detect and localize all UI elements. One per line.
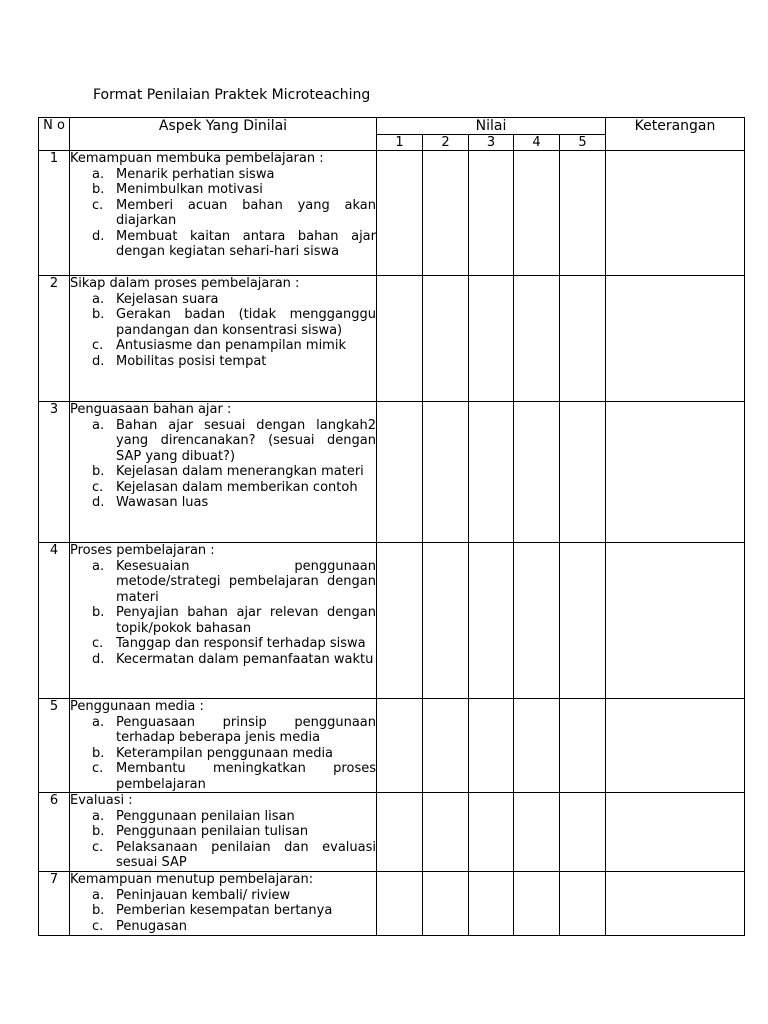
list-item-text: Penggunaan penilaian lisan [116,808,295,824]
list-item [70,715,376,746]
score-cell-4[interactable] [514,543,560,699]
list-item-letter: b. [92,605,105,620]
list-item-text: Penggunaan penilaian tulisan [116,824,309,839]
header-nilai: Nilai [377,118,606,135]
list-item-letter: a. [92,714,105,730]
list-item-text: Pelaksanaan penilaian dan evaluasi sesuai SAP [116,839,376,870]
list-item [70,636,376,652]
row-number: 6 [39,793,70,872]
table-row [39,872,745,936]
list-item [70,292,376,308]
list-item [70,559,376,606]
header-score-4: 4 [514,135,560,151]
list-item-text: Wawasan luas [116,495,209,510]
score-cell-5[interactable] [560,543,606,699]
list-item-text: Mobilitas posisi tempat [116,353,267,369]
score-cell-1[interactable] [377,872,423,936]
aspek-title: Evaluasi : [70,793,133,808]
keterangan-cell[interactable] [606,543,745,699]
aspek-cell [70,402,377,543]
score-cell-5[interactable] [560,699,606,793]
list-item-text: Bahan ajar sesuai dengan langkah2 yang direncanakan? (sesuai dengan SAP yang dibuat?) [116,417,376,464]
list-item [70,464,376,480]
header-score-1: 1 [377,135,423,151]
list-item-letter: a. [92,887,105,903]
list-item-text: Pemberian kesempatan bertanya [116,903,333,918]
list-item-letter: a. [92,291,105,307]
score-cell-5[interactable] [560,151,606,276]
header-no: N o [39,118,70,151]
list-item [70,307,376,338]
score-cell-1[interactable] [377,699,423,793]
score-cell-1[interactable] [377,276,423,402]
list-item-letter: c. [92,338,104,353]
list-item-text: Keterampilan penggunaan media [116,745,334,761]
list-item [70,840,376,871]
list-item-letter: b. [92,307,105,322]
list-item-letter: c. [92,197,104,213]
score-cell-1[interactable] [377,151,423,276]
header-keterangan: Keterangan [606,118,745,151]
list-item-letter: b. [92,182,105,197]
table-row [39,151,745,276]
score-cell-2[interactable] [423,151,469,276]
list-item [70,761,376,792]
aspek-cell [70,699,377,793]
table-body [39,151,745,936]
list-item [70,480,376,496]
aspek-title: Penggunaan media : [70,699,204,714]
aspek-title: Penguasaan bahan ajar : [70,402,232,417]
aspek-title: Kemampuan menutup pembelajaran: [70,872,314,887]
score-cell-3[interactable] [469,793,514,872]
score-cell-2[interactable] [423,699,469,793]
list-item-letter: a. [92,166,105,182]
score-cell-5[interactable] [560,276,606,402]
aspek-cell [70,151,377,276]
row-number: 4 [39,543,70,699]
list-item-letter: d. [92,353,105,369]
aspek-title: Sikap dalam proses pembelajaran : [70,276,300,291]
keterangan-cell[interactable] [606,151,745,276]
row-number: 7 [39,872,70,936]
list-item-text: Penguasaan prinsip penggunaan terhadap beberapa jenis media [116,714,376,745]
list-item [70,229,376,260]
list-item [70,746,376,762]
aspek-cell [70,276,377,402]
list-item-letter: a. [92,558,105,574]
aspek-cell [70,793,377,872]
table-row [39,699,745,793]
list-item-text: Kejelasan dalam memberikan contoh [116,479,358,495]
score-cell-1[interactable] [377,543,423,699]
list-item-letter: b. [92,824,105,839]
score-cell-4[interactable] [514,872,560,936]
score-cell-5[interactable] [560,793,606,872]
aspek-cell [70,543,377,699]
list-item [70,495,376,511]
score-cell-4[interactable] [514,151,560,276]
list-item-letter: a. [92,417,105,433]
list-item-letter: c. [92,918,104,934]
list-item-text: Menarik perhatian siswa [116,166,275,182]
list-item [70,824,376,840]
list-item-text: Kejelasan dalam menerangkan materi [116,464,364,479]
score-cell-4[interactable] [514,402,560,543]
score-cell-1[interactable] [377,793,423,872]
row-number: 2 [39,276,70,402]
list-item-text: Tanggap dan responsif terhadap siswa [116,636,366,651]
list-item-letter: c. [92,636,104,651]
header-score-2: 2 [423,135,469,151]
list-item-text: Kecermatan dalam pemanfaatan waktu [116,651,374,667]
keterangan-cell[interactable] [606,402,745,543]
table-row [39,793,745,872]
list-item [70,605,376,636]
list-item-text: Gerakan badan (tidak mengganggu pandangan dan konsentrasi siswa) [116,307,376,338]
document-title: Format Penilaian Praktek Microteaching [93,87,371,103]
score-cell-3[interactable] [469,872,514,936]
score-cell-4[interactable] [514,793,560,872]
list-item-letter: c. [92,839,104,855]
score-cell-3[interactable] [469,151,514,276]
list-item-letter: c. [92,761,104,776]
score-cell-3[interactable] [469,699,514,793]
list-item-text: Kesesuaian penggunaan metode/strategi pembelajaran dengan materi [116,558,376,605]
list-item [70,198,376,229]
score-cell-3[interactable] [469,402,514,543]
list-item [70,903,376,919]
list-item-text: Memberi acuan bahan yang akan diajarkan [116,197,376,228]
list-item-text: Antusiasme dan penampilan mimik [116,338,346,353]
score-cell-5[interactable] [560,402,606,543]
list-item-text: Kejelasan suara [116,291,219,307]
header-score-5: 5 [560,135,606,151]
table-row [39,402,745,543]
list-item-letter: d. [92,651,105,667]
list-item-text: Penugasan [116,918,188,934]
list-item-text: Membuat kaitan antara bahan ajar dengan kegiatan sehari-hari siswa [116,228,376,259]
row-number: 1 [39,151,70,276]
keterangan-cell[interactable] [606,699,745,793]
list-item [70,888,376,904]
list-item [70,354,376,370]
list-item [70,919,376,935]
list-item-text: Menimbulkan motivasi [116,182,263,197]
keterangan-cell[interactable] [606,276,745,402]
score-cell-1[interactable] [377,402,423,543]
list-item [70,652,376,668]
score-cell-3[interactable] [469,543,514,699]
list-item-letter: d. [92,228,105,244]
aspek-title: Proses pembelajaran : [70,543,215,558]
list-item [70,182,376,198]
list-item-letter: b. [92,745,105,761]
list-item [70,338,376,354]
score-cell-4[interactable] [514,276,560,402]
row-number: 3 [39,402,70,543]
score-cell-5[interactable] [560,872,606,936]
table-row [39,276,745,402]
score-cell-2[interactable] [423,793,469,872]
list-item [70,418,376,465]
list-item-letter: b. [92,903,105,918]
list-item [70,167,376,183]
list-item-text: Membantu meningkatkan proses pembelajaran [116,761,376,792]
header-score-3: 3 [469,135,514,151]
keterangan-cell[interactable] [606,793,745,872]
list-item-letter: b. [92,464,105,479]
aspek-title: Kemampuan membuka pembelajaran : [70,151,324,166]
aspek-cell [70,872,377,936]
score-cell-4[interactable] [514,699,560,793]
header-aspek: Aspek Yang Dinilai [70,118,377,151]
list-item-letter: c. [92,479,104,495]
assessment-table [38,117,745,936]
list-item-letter: a. [92,808,105,824]
list-item-text: Peninjauan kembali/ riview [116,887,291,903]
score-cell-2[interactable] [423,402,469,543]
score-cell-2[interactable] [423,872,469,936]
list-item-text: Penyajian bahan ajar relevan dengan topik/pokok bahasan [116,605,376,636]
table-row [39,543,745,699]
score-cell-2[interactable] [423,276,469,402]
keterangan-cell[interactable] [606,872,745,936]
list-item [70,809,376,825]
score-cell-3[interactable] [469,276,514,402]
row-number: 5 [39,699,70,793]
list-item-letter: d. [92,495,105,510]
score-cell-2[interactable] [423,543,469,699]
